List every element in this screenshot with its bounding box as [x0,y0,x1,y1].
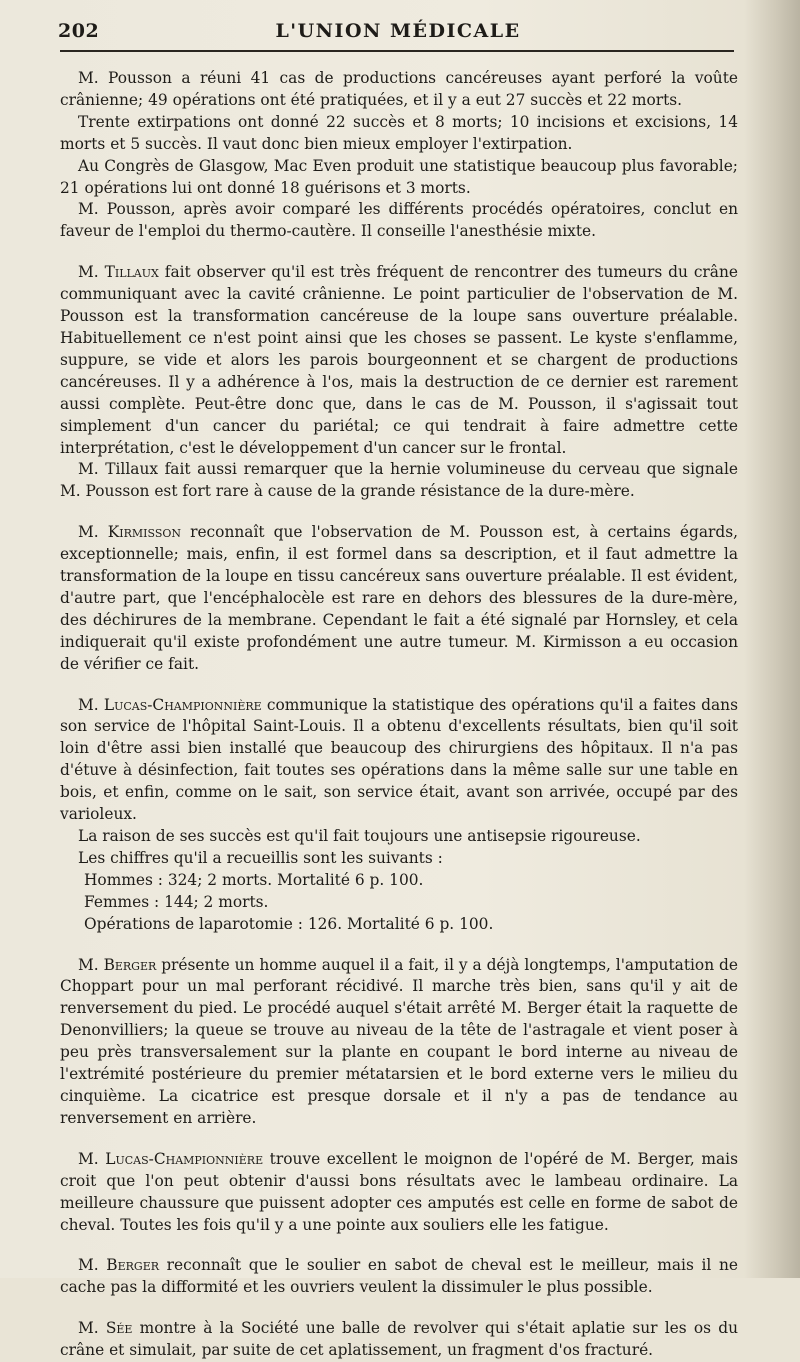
speaker-prefix: M. [78,955,99,974]
paragraph-lucas-championniere [60,695,738,826]
speaker-prefix: M. [78,1149,99,1168]
paragraph-pousson-conclusion: M. Pousson, après avoir comparé les différents procédés opératoires, conclut en faveur de l'emploi du thermo-cautère. Il conseille l'anesthésie mixte. [60,200,738,241]
speaker-name: Berger [106,1256,160,1275]
paragraph-kirmisson [60,522,738,675]
paragraph-text: trouve excellent le moignon de l'opéré de M. Berger, mais croit que l'on peut obtenir d'aussi bons résultats avec le lambeau ordinaire. La meilleure chaussure que puissent adopter ces amputés est celle en forme de sabot de cheval. Toutes les fois qu'il y a une pointe aux souliers elle les fatigue. [60,1149,738,1234]
stat-hommes: Hommes : 324; 2 morts. Mortalité 6 p. 100. [84,870,424,889]
paragraph-text: reconnaît que le soulier en sabot de cheval est le meilleur, mais il ne cache pas la difformité et les ouvriers veulent la dissimuler le plus possible. [60,1256,738,1297]
article-body [60,68,738,1362]
speaker-name: Tillaux [104,263,159,282]
speaker-name: Lucas-Championnière [105,1149,264,1168]
paragraph-tillaux-hernie: M. Tillaux fait aussi remarquer que la hernie volumineuse du cerveau que signale M. Pousson est fort rare à cause de la grande résistance de la dure-mère. [60,460,738,501]
speaker-name: Sée [105,1319,133,1338]
speaker-name: Berger [103,955,157,974]
header-rule [60,50,734,52]
paragraph-berger-soulier [60,1255,738,1299]
speaker-prefix: M. [78,695,99,714]
speaker-name: Lucas-Championnière [103,695,262,714]
paragraph-lucas-championniere-moignon [60,1149,738,1237]
paragraph-see [60,1318,738,1362]
speaker-prefix: M. [78,1256,99,1275]
speaker-prefix: M. [78,523,99,542]
journal-title: L'UNION MÉDICALE [275,20,521,42]
paragraph-text: présente un homme auquel il a fait, il y a déjà longtemps, l'amputation de Choppart pour un mal perforant récidivé. Il marche très bien, sans qu'il y ait de renversement du pied. Le procédé auquel s'était arrêté M. Berger était la raquette de Denonvilliers; la queue se trouve au niveau de la tête de l'astragale et vient poser à peu près transversalement sur la plante en coupant le bord interne au niveau de l'extrémité postérieure du premier métatarsien et le bord externe vers le milieu du cinquième. La cicatrice est presque dorsale et il n'y a pas de tendance au renversement en arrière. [60,955,738,1127]
paragraph-text: reconnaît que l'observation de M. Pousson est, à certains égards, exceptionnelle; mais, enfin, il est formel dans sa description, et il faut admettre la transformation de la loupe en tissu cancéreux sans ouverture préalable. Il est évident, d'autre part, que l'encéphalocèle est rare en dehors des blessures de la dure-mère, des déchirures de la membrane. Cependant le fait a été signalé par Hornsley, et cela indiquerait qu'il existe profondément une autre tumeur. M. Kirmisson a eu occasion de vérifier ce fait. [60,523,738,673]
paragraph-glasgow: Au Congrès de Glasgow, Mac Even produit une statistique beaucoup plus favorable; 21 opérations lui ont donné 18 guérisons et 3 morts. [60,156,738,197]
speaker-prefix: M. [78,1319,99,1338]
paragraph-tillaux [60,262,738,459]
paragraph-chiffres: Les chiffres qu'il a recueillis sont les suivants : [78,848,443,867]
paragraph-text: communique la statistique des opérations qu'il a faites dans son service de l'hôpital Saint-Louis. Il a obtenu d'excellents résultats, bien qu'il soit loin d'être assi bien installé que beaucoup des chirurgiens des hôpitaux. Il n'a pas d'étuve à désinfection, fait toutes ses opérations dans la même salle sur une table en bois, et enfin, comme on le sait, son service était, avant son arrivée, occupé par des varioleux. [60,695,738,824]
speaker-name: Kirmisson [107,523,182,542]
paragraph-text: montre à la Société une balle de revolver qui s'était aplatie sur les os du crâne et simulait, par suite de cet aplatissement, un fragment d'os fracturé. [60,1319,738,1360]
running-header [58,20,738,46]
page-number: 202 [58,20,100,42]
paragraph-extirpations: Trente extirpations ont donné 22 succès et 8 morts; 10 incisions et excisions, 14 morts et 5 succès. Il vaut donc bien mieux employer l'extirpation. [60,112,738,153]
paragraph-pousson-stats: M. Pousson a réuni 41 cas de productions cancéreuses ayant perforé la voûte crânienne; 49 opérations ont été pratiquées, et il y a eut 27 succès et 22 morts. [60,69,738,109]
paragraph-berger [60,955,738,1130]
stat-laparotomie: Opérations de laparotomie : 126. Mortalité 6 p. 100. [84,914,494,933]
stat-femmes: Femmes : 144; 2 morts. [84,892,269,911]
paragraph-antisepsie: La raison de ses succès est qu'il fait toujours une antisepsie rigoureuse. [78,827,641,845]
speaker-prefix: M. [78,263,99,282]
paragraph-text: fait observer qu'il est très fréquent de rencontrer des tumeurs du crâne communiquant avec la cavité crânienne. Le point particulier de l'observation de M. Pousson est la transformation cancéreuse de la loupe sans ouverture préalable. Habituellement ce n'est point ainsi que les choses se passent. Le kyste s'enflamme, suppure, se vide et alors les parois bourgeonnent et se chargent de productions cancéreuses. Il y a adhérence à l'os, mais la destruction de ce dernier est rarement aussi complète. Peut-être donc que, dans le cas de M. Pousson, il s'agissait tout simplement d'un cancer du pariétal; ce qui tendrait à faire admettre cette interprétation, c'est le développement d'un cancer sur le frontal. [60,263,738,457]
